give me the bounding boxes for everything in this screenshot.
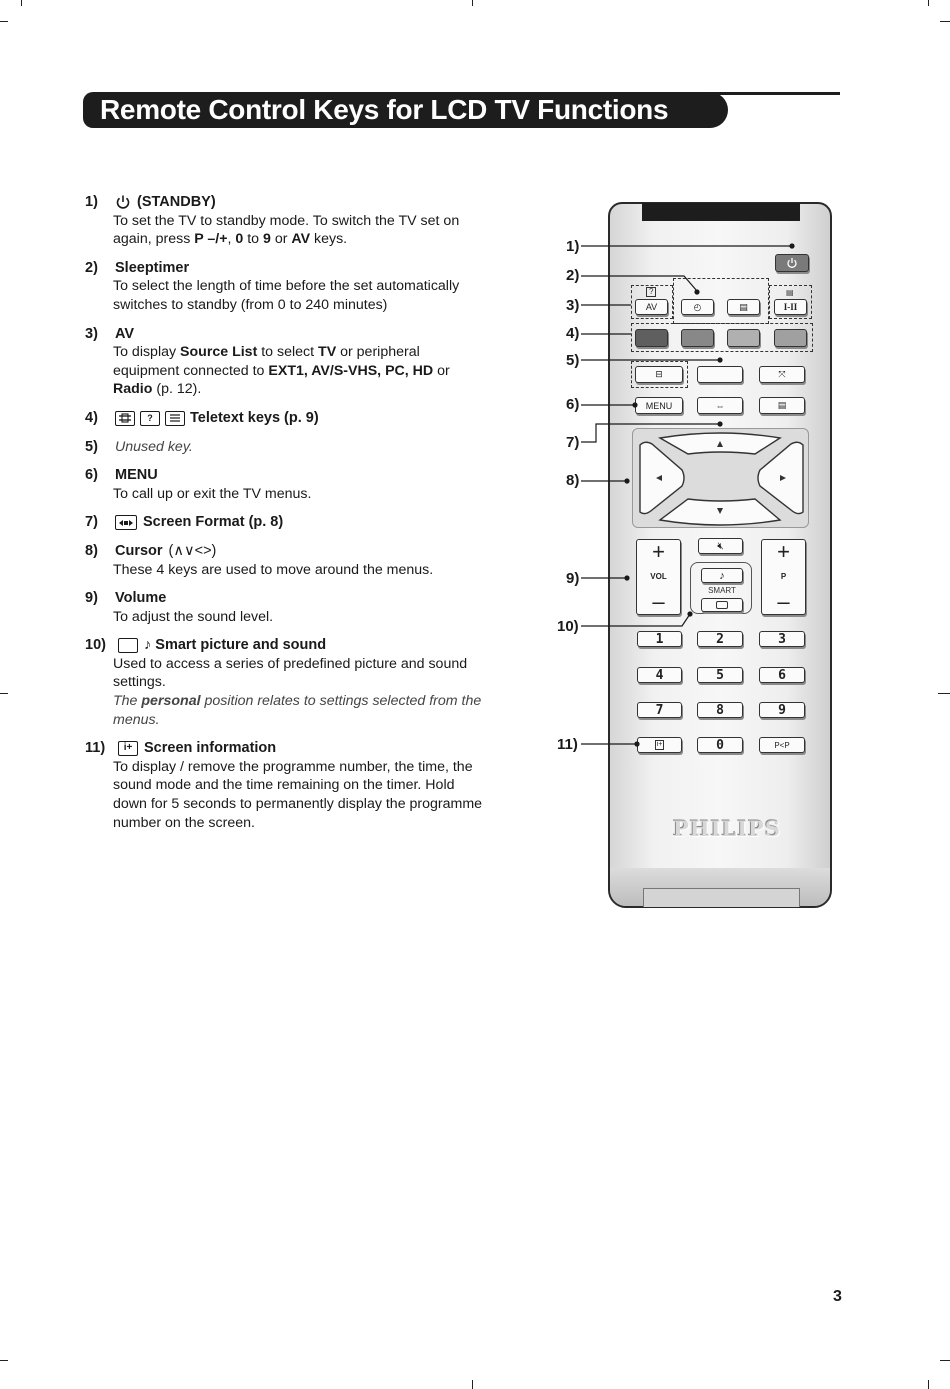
crop-mark (0, 693, 8, 694)
item-body: To adjust the sound level. (113, 608, 274, 625)
item-body: To call up or exit the TV menus. (113, 485, 312, 502)
teletext-mix-button[interactable] (635, 366, 683, 383)
item-title: Screen information (144, 740, 277, 757)
screen-info-icon: i+ (656, 741, 663, 748)
power-icon (115, 194, 131, 210)
program-rocker[interactable] (761, 539, 806, 615)
crop-mark (940, 1360, 950, 1361)
crop-mark (472, 0, 473, 6)
crop-mark (0, 1360, 8, 1361)
list-item (85, 739, 485, 832)
note-icon: ♪ (719, 569, 725, 582)
digit-5-button[interactable]: 5 (697, 667, 743, 683)
callout-label: 5) (566, 352, 580, 369)
item-title: AV (115, 325, 135, 342)
cursor-left-button[interactable] (640, 445, 680, 511)
teletext-reveal-icon: ? (646, 287, 656, 297)
item-number: 2) (85, 259, 98, 276)
plus-icon: + (652, 539, 665, 564)
item-title: Cursor (115, 542, 163, 559)
item-body: These 4 keys are used to move around the menus. (113, 561, 434, 578)
list-item (85, 438, 485, 457)
cursor-symbols: (∧∨<>) (168, 542, 217, 559)
callout-label: 6) (566, 396, 580, 413)
digit-7-button[interactable]: 7 (637, 702, 682, 718)
crop-mark (928, 1380, 929, 1389)
list-item (85, 466, 485, 503)
item-number: 9) (85, 590, 98, 607)
teletext-icon: ▤ (739, 301, 748, 312)
item-body: To set the TV to standby mode. To switch the TV set on again, press P –/+, 0 to 9 or AV keys. (113, 212, 460, 248)
title-rule (700, 92, 840, 95)
teletext-icon: ▤ (777, 400, 787, 410)
cursor-down-button[interactable] (680, 500, 760, 522)
crop-mark (0, 21, 8, 22)
digit-9-button[interactable]: 9 (759, 702, 805, 718)
digit-0-button[interactable]: 0 (697, 737, 743, 753)
digit-6-button[interactable]: 6 (759, 667, 805, 683)
cursor-up-button[interactable] (680, 432, 760, 454)
item-body: To display Source List to select TV or peripheral equipment connected to EXT1, AV/S-VHS, PC, HD or Radio (p. 12). (113, 344, 450, 398)
item-number: 10) (85, 637, 106, 654)
blue-key[interactable] (774, 329, 807, 347)
page-number: 3 (833, 1288, 842, 1305)
item-number: 5) (85, 438, 98, 455)
crop-mark (940, 21, 950, 22)
callout-label: 9) (566, 570, 580, 587)
minus-icon: – (652, 589, 665, 614)
program-label: P (780, 572, 787, 581)
page-title: Remote Control Keys for LCD TV Functions (100, 94, 669, 125)
list-item (85, 193, 485, 249)
plus-icon: + (777, 539, 790, 564)
screen-format-button[interactable] (697, 397, 743, 414)
digit-8-button[interactable]: 8 (697, 702, 743, 718)
green-key[interactable] (681, 329, 714, 347)
smart-label: SMART (708, 586, 736, 595)
callout-label: 11) (557, 736, 578, 753)
smart-sound-button[interactable] (701, 568, 743, 583)
item-number: 7) (85, 514, 98, 531)
item-body: Used to access a series of predefined picture and sound settings. (113, 655, 468, 691)
cursor-right-button[interactable] (762, 445, 802, 511)
item-number: 8) (85, 542, 98, 559)
teletext-mix-icon: ▤ (786, 288, 794, 297)
yellow-key[interactable] (727, 329, 760, 347)
list-item (85, 542, 485, 579)
smart-picture-button[interactable] (701, 598, 743, 612)
volume-label: VOL (650, 572, 667, 581)
crop-mark (21, 0, 22, 6)
list-item (85, 325, 485, 399)
list-item (85, 409, 485, 428)
teletext-list-button[interactable] (759, 397, 805, 414)
item-title: MENU (115, 467, 158, 484)
picture-format-button[interactable] (759, 366, 805, 383)
item-title: (STANDBY) (137, 194, 216, 210)
item-title: ♪ Smart picture and sound (144, 637, 327, 654)
item-number: 3) (85, 325, 98, 342)
smart-picture-icon (118, 638, 138, 653)
list-item (85, 589, 485, 626)
digit-4-button[interactable]: 4 (637, 667, 682, 683)
item-number: 11) (85, 740, 106, 757)
smart-picture-icon (716, 601, 728, 609)
crop-mark (472, 1380, 473, 1389)
av-button[interactable]: AV (635, 299, 668, 315)
item-title: Screen Format (p. 8) (143, 514, 284, 531)
callout-label: 1) (566, 238, 580, 255)
screen-format-icon: ⇔ (715, 400, 725, 411)
item-body: To select the length of time before the set automatically switches to standby (from 0 to 240 minutes) (113, 278, 460, 313)
item-body: Unused key. (115, 438, 193, 455)
teletext-icon (165, 411, 185, 426)
list-item (85, 259, 485, 315)
crop-mark (938, 693, 950, 694)
teletext-mix-icon (115, 411, 135, 426)
red-key[interactable] (635, 329, 668, 347)
digit-1-button[interactable]: 1 (637, 631, 682, 647)
item-number: 4) (85, 409, 98, 426)
teletext-mix-icon: ⊟ (655, 369, 663, 379)
list-item (85, 636, 485, 729)
remote-battery-slot (643, 888, 800, 907)
menu-button[interactable]: MENU (635, 397, 683, 414)
crop-mark (928, 0, 929, 6)
callout-label: 10) (557, 618, 579, 635)
item-title: Sleeptimer (115, 259, 190, 276)
power-icon (786, 257, 798, 269)
callout-label: 2) (566, 267, 580, 284)
sleeptimer-button[interactable] (681, 299, 714, 315)
item-number: 6) (85, 467, 98, 484)
digit-2-button[interactable]: 2 (697, 631, 743, 647)
teletext-reveal-icon: ? (140, 411, 160, 426)
callout-label: 4) (566, 325, 580, 342)
previous-program-button[interactable]: P<P (759, 737, 805, 753)
remote-ir-window (642, 203, 800, 221)
item-title: Volume (115, 590, 167, 607)
screen-info-icon: i+ (118, 741, 138, 756)
key-list (85, 193, 485, 842)
callout-label: 7) (566, 434, 580, 451)
callout-label: 8) (566, 472, 580, 489)
item-number: 1) (85, 194, 98, 210)
teletext-button[interactable] (727, 299, 760, 315)
screen-info-button[interactable] (637, 737, 682, 753)
dual-sound-button[interactable]: I-II (774, 299, 807, 315)
item-title: Teletext keys (p. 9) (190, 409, 319, 426)
screen-format-icon (115, 515, 137, 530)
expand-icon: ⤧ (778, 369, 786, 379)
clock-icon: ◴ (693, 301, 702, 312)
brand-logo: PHILIPS (673, 816, 782, 841)
minus-icon: – (777, 589, 790, 614)
item-body: To display / remove the programme number, the time, the sound mode and the time remaining on the timer. Hold down for 5 seconds to permanently display the programme number on the screen. (113, 758, 483, 831)
item-note: The personal position relates to settings selected from the menus. (113, 693, 482, 728)
standby-button[interactable] (775, 254, 809, 272)
callout-label: 3) (566, 297, 580, 314)
mute-icon: 🔇︎ (717, 540, 724, 552)
mute-button[interactable] (698, 538, 743, 554)
unused-button[interactable] (697, 366, 743, 383)
list-item (85, 513, 485, 532)
volume-rocker[interactable] (636, 539, 681, 615)
digit-3-button[interactable]: 3 (759, 631, 805, 647)
